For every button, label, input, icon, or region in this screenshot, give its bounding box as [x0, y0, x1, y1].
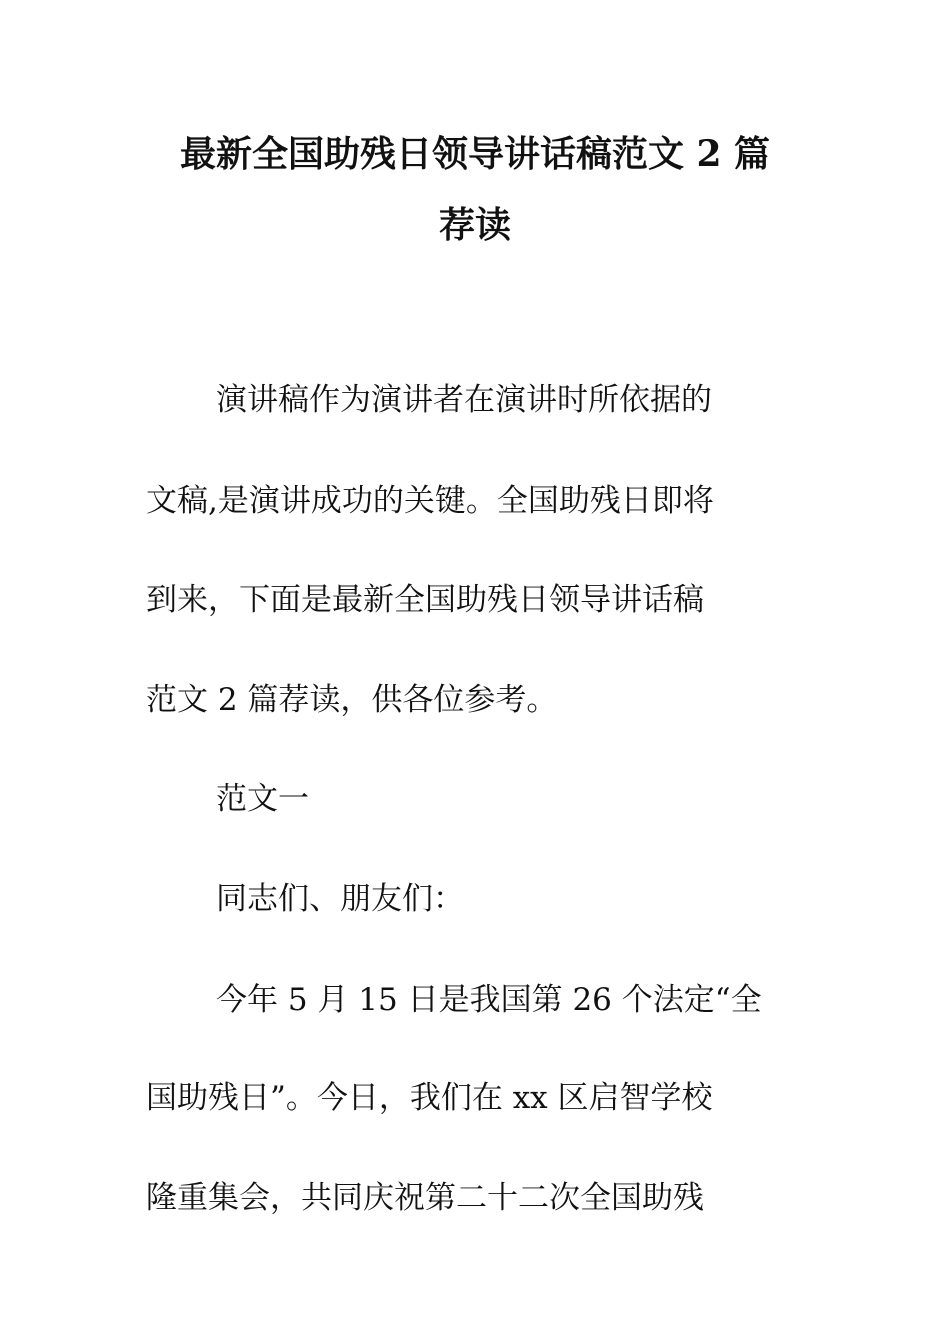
document-title-line-1: 最新全国助残日领导讲话稿范文 2 篇	[179, 133, 771, 175]
paragraph-intro-line-1: 演讲稿作为演讲者在演讲时所依据的	[216, 382, 712, 418]
paragraph-body-line-1: 今年 5 月 15 日是我国第 26 个法定“全	[216, 982, 762, 1018]
paragraph-body-line-3: 隆重集会，共同庆祝第二十二次全国助残	[146, 1180, 704, 1216]
section-heading-sample-one: 范文一	[216, 781, 309, 817]
paragraph-intro-line-3: 到来，下面是最新全国助残日领导讲话稿	[146, 582, 704, 618]
paragraph-intro-line-4: 范文 2 篇荐读，供各位参考。	[146, 682, 558, 718]
paragraph-intro-line-2: 文稿,是演讲成功的关键。全国助残日即将	[146, 483, 714, 519]
salutation: 同志们、朋友们：	[216, 881, 464, 917]
document-title-line-2: 荐读	[438, 204, 511, 246]
paragraph-body-line-2: 国助残日”。今日，我们在 xx 区启智学校	[146, 1080, 713, 1116]
